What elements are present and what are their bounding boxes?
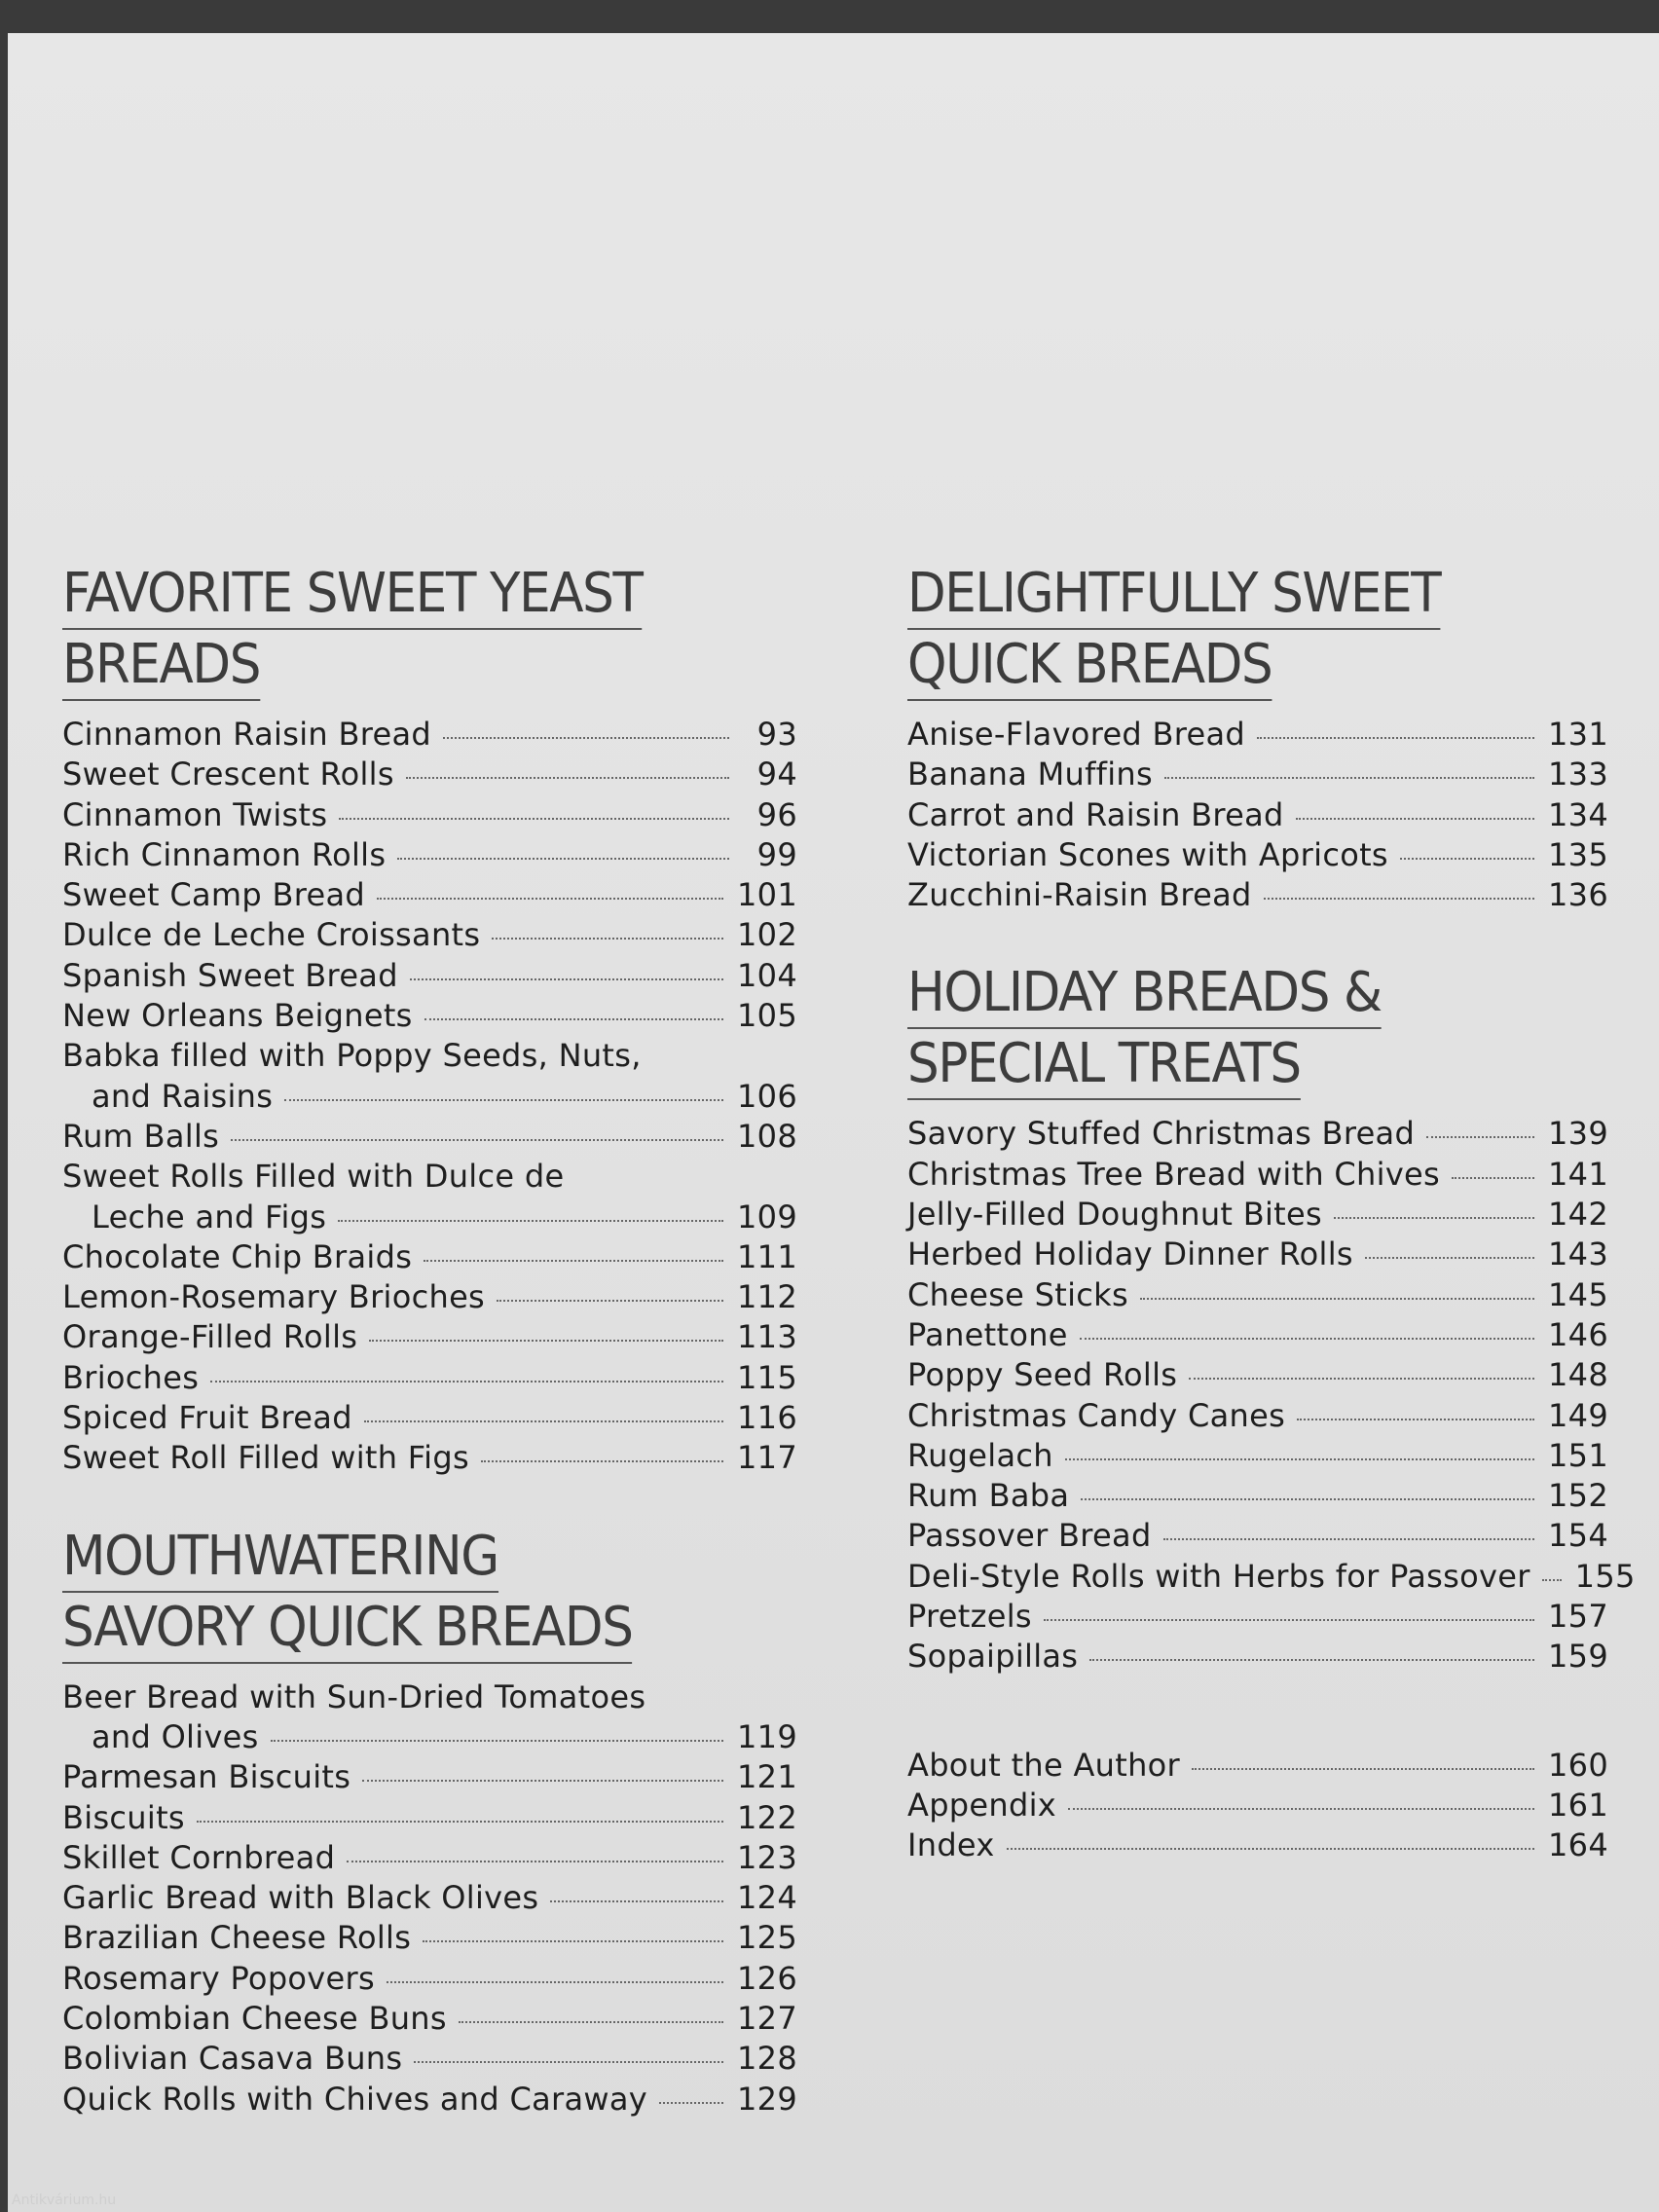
dot-leader: [338, 1220, 723, 1222]
toc-entry-title: Babka filled with Poppy Seeds, Nuts,: [62, 1037, 642, 1075]
heading-line: BREADS: [62, 631, 260, 701]
toc-entry-title: Beer Bread with Sun-Dried Tomatoes: [62, 1677, 646, 1715]
dot-leader: [406, 777, 729, 779]
toc-entry: [62, 1717, 797, 1757]
heading-line: SPECIAL TREATS: [907, 1030, 1301, 1100]
toc-entry: [907, 1114, 1608, 1154]
toc-entry: [907, 1396, 1608, 1436]
toc-entry-title: Cheese Sticks: [907, 1275, 1128, 1313]
toc-entry: [62, 1117, 797, 1157]
toc-entry-page-number: 159: [1548, 1638, 1608, 1676]
toc-entry-title: Christmas Tree Bread with Chives: [907, 1155, 1441, 1193]
section-heading: [907, 559, 1562, 701]
toc-entry-title: Sweet Roll Filled with Figs: [62, 1439, 469, 1477]
dot-leader: [497, 1300, 723, 1302]
toc-entry-page-number: 124: [737, 1879, 797, 1917]
toc-entry-title: Appendix: [907, 1786, 1057, 1824]
toc-entry-page-number: 109: [737, 1198, 797, 1235]
dot-leader: [1080, 1338, 1534, 1340]
dot-leader: [459, 2021, 723, 2023]
toc-entry-page-number: 127: [737, 2000, 797, 2038]
toc-entry: [907, 1235, 1608, 1274]
toc-entry-list: [907, 715, 1608, 915]
heading-line: MOUTHWATERING: [62, 1523, 498, 1593]
toc-entry-title: Colombian Cheese Buns: [62, 2000, 447, 2038]
toc-entry: [907, 1275, 1608, 1315]
section-heading: [62, 559, 743, 701]
watermark: Antikvárium.hu: [12, 2193, 117, 2208]
dot-leader: [362, 1780, 723, 1782]
toc-entry-title: Deli-Style Rolls with Herbs for Passover: [907, 1557, 1530, 1595]
toc-entry-page-number: 94: [756, 756, 797, 793]
toc-entry: [62, 1677, 797, 1717]
toc-entry-title: Spanish Sweet Bread: [62, 956, 398, 994]
toc-entry: [907, 1155, 1608, 1195]
toc-entry: [62, 1237, 797, 1277]
toc-entry-title: Skillet Cornbread: [62, 1838, 336, 1876]
toc-entry-title: Quick Rolls with Chives and Caraway: [62, 2080, 648, 2118]
toc-entry: [62, 1918, 797, 1958]
toc-entry: [62, 1036, 797, 1076]
toc-entry-title: Savory Stuffed Christmas Bread: [907, 1115, 1416, 1153]
section-heading: [62, 1522, 743, 1664]
toc-entry: [907, 1825, 1608, 1865]
toc-entry-title: Lemon-Rosemary Brioches: [62, 1278, 486, 1316]
dot-leader: [210, 1381, 723, 1382]
dot-leader: [423, 1940, 723, 1942]
toc-entry: [907, 1746, 1608, 1786]
toc-entry-page-number: 146: [1548, 1315, 1608, 1353]
toc-entry: [62, 715, 797, 755]
dot-leader: [364, 1420, 723, 1422]
toc-entry: [907, 1315, 1608, 1355]
toc-entry: [62, 1277, 797, 1317]
toc-entry-page-number: 125: [737, 1919, 797, 1957]
toc-entry-title: Chocolate Chip Braids: [62, 1237, 413, 1275]
toc-section: [907, 958, 1636, 1677]
dot-leader: [414, 2061, 723, 2063]
toc-entry: [62, 1999, 797, 2039]
toc-entry-title: Cinnamon Twists: [62, 795, 328, 833]
toc-entry-title: Spiced Fruit Bread: [62, 1399, 352, 1437]
dot-leader: [197, 1821, 723, 1823]
toc-entry-page-number: 143: [1548, 1235, 1608, 1273]
toc-entry-title: Herbed Holiday Dinner Rolls: [907, 1235, 1353, 1273]
toc-entry: [907, 1355, 1608, 1395]
toc-entry-page-number: 105: [737, 997, 797, 1035]
toc-entry: [62, 1198, 797, 1237]
toc-entry-page-number: 133: [1548, 756, 1608, 793]
toc-entry: [907, 1476, 1608, 1516]
toc-entry: [907, 1637, 1608, 1677]
dot-leader: [659, 2102, 723, 2104]
dot-leader: [1068, 1808, 1534, 1810]
dot-leader: [1542, 1579, 1562, 1581]
dot-leader: [481, 1460, 723, 1462]
toc-entry: [907, 1557, 1636, 1597]
toc-entry-list: [62, 715, 797, 1479]
toc-entry: [62, 1317, 797, 1357]
toc-entry-page-number: 116: [737, 1399, 797, 1437]
toc-entry-page-number: 139: [1548, 1115, 1608, 1153]
toc-entry-page-number: 126: [737, 1959, 797, 1997]
dot-leader: [271, 1740, 723, 1742]
dot-leader: [424, 1260, 723, 1262]
toc-entry-title: Panettone: [907, 1315, 1068, 1353]
dot-leader: [397, 858, 729, 860]
heading-line: SAVORY QUICK BREADS: [62, 1594, 633, 1664]
toc-entry-page-number: 148: [1548, 1356, 1608, 1394]
dot-leader: [1365, 1257, 1534, 1259]
toc-entry: [907, 875, 1608, 915]
toc-entry-title: Leche and Figs: [92, 1198, 327, 1235]
dot-leader: [1296, 818, 1534, 820]
heading-line: HOLIDAY BREADS &: [907, 959, 1382, 1029]
toc-entry: [62, 996, 797, 1036]
toc-entry-page-number: 113: [737, 1318, 797, 1356]
toc-entry-title: Index: [907, 1826, 995, 1864]
dot-leader: [550, 1900, 723, 1902]
toc-entry-title: Passover Bread: [907, 1517, 1152, 1555]
toc-entry: [62, 956, 797, 996]
toc-entry-title: Garlic Bread with Black Olives: [62, 1879, 539, 1917]
toc-entry-page-number: 141: [1548, 1155, 1608, 1193]
dot-leader: [1089, 1659, 1534, 1661]
dot-leader: [1452, 1177, 1534, 1179]
toc-entry-list: [907, 1114, 1636, 1677]
toc-entry-page-number: 145: [1548, 1275, 1608, 1313]
toc-entry: [907, 835, 1608, 875]
dot-leader: [1264, 898, 1534, 900]
back-matter: [907, 1746, 1618, 1866]
toc-entry-page-number: 115: [737, 1358, 797, 1396]
toc-section: [907, 559, 1618, 915]
toc-entry-page-number: 93: [756, 716, 797, 753]
dot-leader: [1400, 858, 1534, 860]
dot-leader: [443, 737, 729, 739]
toc-entry: [62, 1157, 797, 1197]
toc-entry: [907, 1597, 1608, 1637]
toc-section: [62, 559, 802, 1479]
toc-entry-page-number: 96: [756, 795, 797, 833]
toc-entry: [62, 1398, 797, 1438]
dot-leader: [1007, 1848, 1534, 1850]
toc-entry-title: Anise-Flavored Bread: [907, 716, 1246, 753]
toc-entry-title: Pretzels: [907, 1598, 1032, 1636]
dot-leader: [1189, 1378, 1534, 1380]
toc-section: [62, 1522, 802, 2120]
dot-leader: [1164, 777, 1534, 779]
toc-entry-title: Rich Cinnamon Rolls: [62, 835, 387, 873]
dot-leader: [1065, 1458, 1534, 1460]
heading-line: FAVORITE SWEET YEAST: [62, 560, 643, 630]
toc-entry-title: Sweet Rolls Filled with Dulce de: [62, 1158, 565, 1196]
dot-leader: [284, 1099, 723, 1101]
toc-entry: [62, 915, 797, 955]
dot-leader: [1257, 737, 1534, 739]
toc-entry-page-number: 119: [737, 1717, 797, 1755]
toc-entry: [907, 1516, 1608, 1556]
dot-leader: [1081, 1498, 1534, 1500]
toc-entry-title: Carrot and Raisin Bread: [907, 795, 1284, 833]
book-page: [8, 33, 1659, 2212]
toc-entry-title: Rosemary Popovers: [62, 1959, 375, 1997]
toc-entry-page-number: 101: [737, 876, 797, 914]
toc-entry-title: Brazilian Cheese Rolls: [62, 1919, 412, 1957]
toc-entry: [62, 1878, 797, 1918]
toc-entry-title: Rum Baba: [907, 1477, 1070, 1515]
dot-leader: [410, 978, 723, 980]
dot-leader: [231, 1139, 723, 1141]
toc-entry-title: and Raisins: [92, 1077, 274, 1115]
toc-entry-page-number: 154: [1548, 1517, 1608, 1555]
toc-entry-title: Dulce de Leche Croissants: [62, 916, 481, 954]
toc-entry: [62, 755, 797, 794]
dot-leader: [1426, 1136, 1534, 1138]
toc-entry-title: Banana Muffins: [907, 756, 1153, 793]
toc-entry: [62, 2039, 797, 2079]
toc-entry-title: New Orleans Beignets: [62, 997, 413, 1035]
toc-entry-title: About the Author: [907, 1746, 1181, 1784]
toc-entry-page-number: 123: [737, 1838, 797, 1876]
heading-line: DELIGHTFULLY SWEET: [907, 560, 1440, 630]
toc-entry-page-number: 122: [737, 1798, 797, 1836]
toc-entry-title: Zucchini-Raisin Bread: [907, 876, 1252, 914]
toc-column-right: [907, 559, 1636, 1909]
toc-entry-page-number: 152: [1548, 1477, 1608, 1515]
dot-leader: [1334, 1217, 1534, 1219]
toc-entry-title: Sweet Crescent Rolls: [62, 756, 394, 793]
toc-entry-page-number: 157: [1548, 1598, 1608, 1636]
toc-entry: [907, 1195, 1608, 1235]
dot-leader: [1140, 1298, 1534, 1300]
toc-entry-page-number: 160: [1548, 1746, 1608, 1784]
toc-entry-page-number: 102: [737, 916, 797, 954]
toc-entry-page-number: 149: [1548, 1396, 1608, 1434]
toc-entry-title: Bolivian Casava Buns: [62, 2040, 403, 2078]
toc-entry-page-number: 129: [737, 2080, 797, 2118]
toc-entry-title: Orange-Filled Rolls: [62, 1318, 358, 1356]
toc-entry-title: Poppy Seed Rolls: [907, 1356, 1178, 1394]
toc-column-left: [62, 559, 802, 2162]
toc-entry-list: [907, 1746, 1608, 1866]
toc-entry-page-number: 131: [1548, 716, 1608, 753]
dot-leader: [377, 898, 723, 900]
dot-leader: [1192, 1768, 1534, 1770]
toc-entry-page-number: 99: [756, 835, 797, 873]
dot-leader: [347, 1861, 723, 1862]
dot-leader: [369, 1340, 723, 1342]
dot-leader: [387, 1981, 723, 1983]
dot-leader: [492, 938, 723, 940]
toc-entry: [62, 1838, 797, 1878]
toc-entry-page-number: 151: [1548, 1436, 1608, 1474]
toc-entry-page-number: 106: [737, 1077, 797, 1115]
toc-entry-page-number: 104: [737, 956, 797, 994]
toc-entry-title: Rum Balls: [62, 1117, 220, 1155]
toc-entry: [907, 715, 1608, 755]
dot-leader: [1044, 1619, 1534, 1621]
toc-entry-title: Parmesan Biscuits: [62, 1758, 351, 1796]
toc-entry: [62, 1798, 797, 1838]
toc-entry-page-number: 128: [737, 2040, 797, 2078]
toc-entry: [907, 1436, 1608, 1476]
toc-entry: [62, 2080, 797, 2120]
toc-entry-page-number: 161: [1548, 1786, 1608, 1824]
dot-leader: [1163, 1538, 1534, 1540]
toc-entry-page-number: 134: [1548, 795, 1608, 833]
toc-entry-page-number: 121: [737, 1758, 797, 1796]
toc-entry-page-number: 155: [1574, 1557, 1636, 1595]
toc-entry-title: Cinnamon Raisin Bread: [62, 716, 431, 753]
dot-leader: [339, 818, 729, 820]
toc-entry-title: and Olives: [92, 1717, 259, 1755]
dot-leader: [424, 1018, 723, 1020]
dot-leader: [1297, 1419, 1534, 1420]
toc-entry-page-number: 117: [737, 1439, 797, 1477]
toc-entry-page-number: 111: [737, 1237, 797, 1275]
toc-entry-page-number: 135: [1548, 835, 1608, 873]
toc-entry: [907, 1786, 1608, 1825]
toc-entry: [62, 1757, 797, 1797]
toc-entry-page-number: 136: [1548, 876, 1608, 914]
toc-entry-page-number: 142: [1548, 1196, 1608, 1234]
toc-entry-title: Rugelach: [907, 1436, 1053, 1474]
toc-entry-list: [62, 1677, 797, 2120]
toc-entry-title: Biscuits: [62, 1798, 185, 1836]
toc-entry: [62, 1438, 797, 1478]
toc-entry: [62, 1077, 797, 1117]
toc-entry-title: Victorian Scones with Apricots: [907, 835, 1388, 873]
toc-entry: [62, 1358, 797, 1398]
toc-entry-page-number: 164: [1548, 1826, 1608, 1864]
heading-line: QUICK BREADS: [907, 631, 1272, 701]
toc-entry-title: Sweet Camp Bread: [62, 876, 366, 914]
toc-entry: [62, 835, 797, 875]
toc-entry-title: Jelly-Filled Doughnut Bites: [907, 1196, 1322, 1234]
toc-entry-page-number: 108: [737, 1117, 797, 1155]
toc-entry: [62, 875, 797, 915]
toc-entry-title: Sopaipillas: [907, 1638, 1079, 1676]
section-heading: [907, 958, 1562, 1100]
toc-entry-title: Christmas Candy Canes: [907, 1396, 1286, 1434]
toc-entry: [907, 795, 1608, 835]
toc-entry-page-number: 112: [737, 1278, 797, 1316]
toc-entry: [62, 795, 797, 835]
toc-entry: [907, 755, 1608, 794]
toc-entry-title: Brioches: [62, 1358, 200, 1396]
toc-entry: [62, 1959, 797, 1999]
